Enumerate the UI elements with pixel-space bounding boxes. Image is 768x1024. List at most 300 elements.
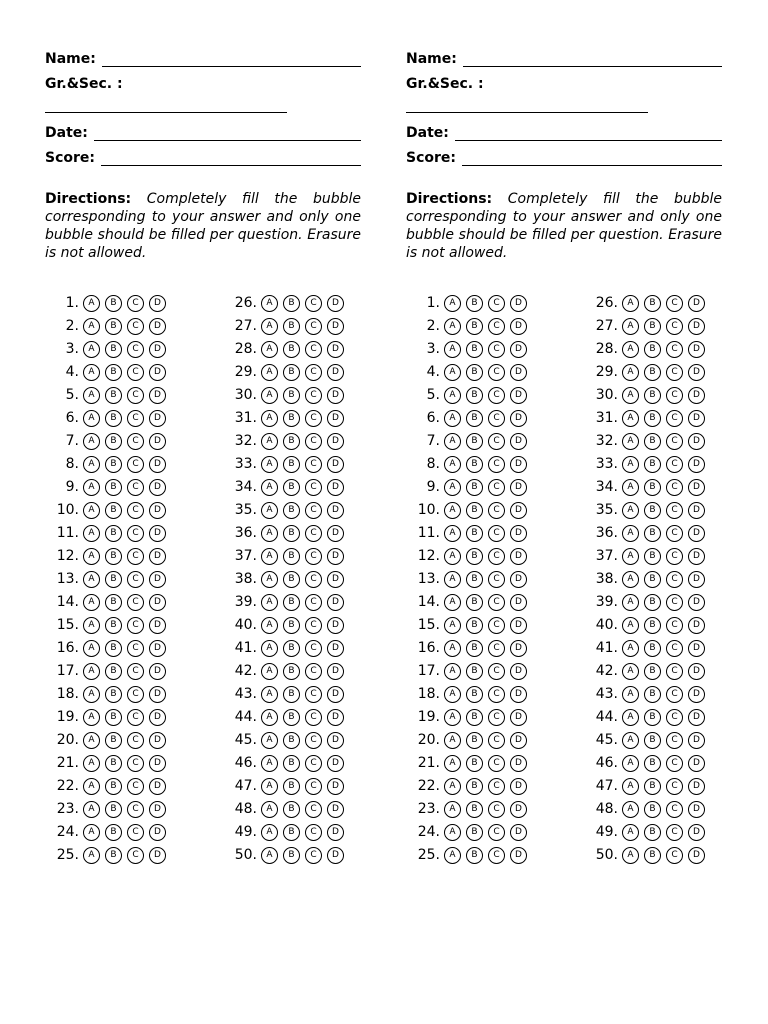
bubble-c[interactable]: C	[666, 410, 683, 427]
bubble-b[interactable]: B	[644, 594, 661, 611]
bubble-b[interactable]: B	[644, 525, 661, 542]
bubble-b[interactable]: B	[283, 686, 300, 703]
bubble-b[interactable]: B	[644, 686, 661, 703]
bubble-a[interactable]: A	[261, 755, 278, 772]
bubble-b[interactable]: B	[466, 341, 483, 358]
bubble-c[interactable]: C	[488, 479, 505, 496]
bubble-a[interactable]: A	[622, 594, 639, 611]
bubble-c[interactable]: C	[305, 801, 322, 818]
bubble-b[interactable]: B	[466, 318, 483, 335]
bubble-b[interactable]: B	[105, 571, 122, 588]
bubble-a[interactable]: A	[622, 617, 639, 634]
bubble-b[interactable]: B	[644, 456, 661, 473]
bubble-a[interactable]: A	[444, 433, 461, 450]
bubble-d[interactable]: D	[510, 709, 527, 726]
bubble-d[interactable]: D	[510, 456, 527, 473]
bubble-a[interactable]: A	[622, 571, 639, 588]
bubble-a[interactable]: A	[622, 433, 639, 450]
bubble-b[interactable]: B	[644, 640, 661, 657]
bubble-c[interactable]: C	[127, 387, 144, 404]
bubble-a[interactable]: A	[444, 640, 461, 657]
bubble-a[interactable]: A	[261, 548, 278, 565]
bubble-b[interactable]: B	[105, 341, 122, 358]
bubble-d[interactable]: D	[149, 824, 166, 841]
bubble-c[interactable]: C	[305, 709, 322, 726]
bubble-a[interactable]: A	[83, 364, 100, 381]
bubble-c[interactable]: C	[488, 847, 505, 864]
bubble-b[interactable]: B	[466, 732, 483, 749]
bubble-b[interactable]: B	[466, 778, 483, 795]
bubble-b[interactable]: B	[466, 686, 483, 703]
bubble-d[interactable]: D	[688, 640, 705, 657]
bubble-d[interactable]: D	[688, 364, 705, 381]
bubble-a[interactable]: A	[83, 456, 100, 473]
bubble-a[interactable]: A	[261, 295, 278, 312]
bubble-b[interactable]: B	[283, 594, 300, 611]
bubble-b[interactable]: B	[466, 387, 483, 404]
bubble-a[interactable]: A	[261, 341, 278, 358]
bubble-b[interactable]: B	[466, 410, 483, 427]
bubble-a[interactable]: A	[444, 617, 461, 634]
bubble-a[interactable]: A	[622, 686, 639, 703]
bubble-b[interactable]: B	[466, 571, 483, 588]
bubble-a[interactable]: A	[444, 801, 461, 818]
bubble-c[interactable]: C	[305, 847, 322, 864]
bubble-a[interactable]: A	[261, 479, 278, 496]
bubble-b[interactable]: B	[105, 548, 122, 565]
bubble-a[interactable]: A	[261, 502, 278, 519]
bubble-a[interactable]: A	[261, 617, 278, 634]
bubble-d[interactable]: D	[149, 502, 166, 519]
bubble-b[interactable]: B	[105, 709, 122, 726]
bubble-c[interactable]: C	[127, 548, 144, 565]
bubble-d[interactable]: D	[327, 617, 344, 634]
bubble-b[interactable]: B	[283, 778, 300, 795]
bubble-d[interactable]: D	[327, 295, 344, 312]
bubble-d[interactable]: D	[510, 663, 527, 680]
bubble-c[interactable]: C	[666, 295, 683, 312]
bubble-b[interactable]: B	[105, 318, 122, 335]
bubble-a[interactable]: A	[444, 295, 461, 312]
bubble-c[interactable]: C	[488, 525, 505, 542]
bubble-d[interactable]: D	[327, 640, 344, 657]
bubble-d[interactable]: D	[327, 341, 344, 358]
bubble-c[interactable]: C	[127, 295, 144, 312]
bubble-d[interactable]: D	[510, 341, 527, 358]
bubble-a[interactable]: A	[261, 732, 278, 749]
bubble-a[interactable]: A	[622, 732, 639, 749]
bubble-c[interactable]: C	[666, 640, 683, 657]
bubble-b[interactable]: B	[105, 801, 122, 818]
bubble-b[interactable]: B	[105, 824, 122, 841]
bubble-c[interactable]: C	[488, 594, 505, 611]
bubble-c[interactable]: C	[488, 801, 505, 818]
bubble-b[interactable]: B	[644, 755, 661, 772]
bubble-c[interactable]: C	[666, 732, 683, 749]
bubble-b[interactable]: B	[283, 709, 300, 726]
bubble-d[interactable]: D	[327, 663, 344, 680]
score-line[interactable]	[462, 151, 722, 166]
bubble-c[interactable]: C	[305, 824, 322, 841]
bubble-d[interactable]: D	[510, 801, 527, 818]
bubble-c[interactable]: C	[488, 824, 505, 841]
bubble-b[interactable]: B	[466, 824, 483, 841]
bubble-c[interactable]: C	[127, 364, 144, 381]
bubble-a[interactable]: A	[83, 824, 100, 841]
bubble-d[interactable]: D	[149, 732, 166, 749]
bubble-a[interactable]: A	[444, 709, 461, 726]
bubble-c[interactable]: C	[127, 341, 144, 358]
bubble-d[interactable]: D	[327, 732, 344, 749]
bubble-d[interactable]: D	[688, 847, 705, 864]
bubble-b[interactable]: B	[283, 502, 300, 519]
bubble-c[interactable]: C	[127, 525, 144, 542]
bubble-d[interactable]: D	[688, 525, 705, 542]
date-line[interactable]	[94, 126, 361, 141]
bubble-b[interactable]: B	[105, 778, 122, 795]
bubble-d[interactable]: D	[510, 755, 527, 772]
bubble-a[interactable]: A	[444, 778, 461, 795]
bubble-d[interactable]: D	[149, 364, 166, 381]
bubble-d[interactable]: D	[149, 755, 166, 772]
bubble-a[interactable]: A	[83, 548, 100, 565]
bubble-d[interactable]: D	[688, 663, 705, 680]
bubble-a[interactable]: A	[622, 341, 639, 358]
bubble-d[interactable]: D	[327, 594, 344, 611]
bubble-b[interactable]: B	[283, 456, 300, 473]
bubble-d[interactable]: D	[149, 318, 166, 335]
bubble-b[interactable]: B	[283, 824, 300, 841]
bubble-a[interactable]: A	[261, 801, 278, 818]
bubble-b[interactable]: B	[105, 410, 122, 427]
bubble-b[interactable]: B	[283, 341, 300, 358]
bubble-c[interactable]: C	[127, 318, 144, 335]
bubble-d[interactable]: D	[149, 571, 166, 588]
bubble-c[interactable]: C	[127, 663, 144, 680]
bubble-c[interactable]: C	[127, 410, 144, 427]
bubble-a[interactable]: A	[261, 318, 278, 335]
bubble-c[interactable]: C	[305, 617, 322, 634]
bubble-b[interactable]: B	[283, 318, 300, 335]
bubble-b[interactable]: B	[283, 640, 300, 657]
bubble-b[interactable]: B	[283, 479, 300, 496]
bubble-c[interactable]: C	[666, 686, 683, 703]
bubble-d[interactable]: D	[510, 548, 527, 565]
bubble-a[interactable]: A	[83, 318, 100, 335]
bubble-c[interactable]: C	[488, 364, 505, 381]
bubble-b[interactable]: B	[105, 295, 122, 312]
bubble-d[interactable]: D	[327, 801, 344, 818]
bubble-b[interactable]: B	[644, 410, 661, 427]
bubble-b[interactable]: B	[283, 617, 300, 634]
bubble-c[interactable]: C	[305, 732, 322, 749]
bubble-a[interactable]: A	[622, 640, 639, 657]
bubble-d[interactable]: D	[688, 617, 705, 634]
bubble-c[interactable]: C	[666, 525, 683, 542]
bubble-a[interactable]: A	[444, 364, 461, 381]
bubble-c[interactable]: C	[305, 755, 322, 772]
bubble-c[interactable]: C	[305, 295, 322, 312]
bubble-d[interactable]: D	[688, 755, 705, 772]
bubble-d[interactable]: D	[688, 686, 705, 703]
bubble-b[interactable]: B	[466, 364, 483, 381]
bubble-b[interactable]: B	[644, 502, 661, 519]
bubble-c[interactable]: C	[305, 318, 322, 335]
bubble-d[interactable]: D	[327, 502, 344, 519]
bubble-b[interactable]: B	[644, 387, 661, 404]
bubble-a[interactable]: A	[622, 410, 639, 427]
bubble-a[interactable]: A	[444, 502, 461, 519]
bubble-c[interactable]: C	[488, 548, 505, 565]
bubble-a[interactable]: A	[622, 778, 639, 795]
bubble-b[interactable]: B	[644, 364, 661, 381]
bubble-d[interactable]: D	[327, 410, 344, 427]
bubble-b[interactable]: B	[283, 525, 300, 542]
bubble-b[interactable]: B	[644, 341, 661, 358]
bubble-d[interactable]: D	[149, 801, 166, 818]
name-line[interactable]	[463, 52, 722, 67]
bubble-b[interactable]: B	[644, 617, 661, 634]
bubble-d[interactable]: D	[149, 456, 166, 473]
bubble-d[interactable]: D	[327, 778, 344, 795]
bubble-a[interactable]: A	[622, 755, 639, 772]
bubble-c[interactable]: C	[127, 732, 144, 749]
bubble-b[interactable]: B	[283, 548, 300, 565]
bubble-b[interactable]: B	[644, 732, 661, 749]
bubble-c[interactable]: C	[127, 617, 144, 634]
bubble-d[interactable]: D	[327, 686, 344, 703]
bubble-b[interactable]: B	[283, 295, 300, 312]
bubble-d[interactable]: D	[688, 502, 705, 519]
bubble-a[interactable]: A	[444, 663, 461, 680]
bubble-b[interactable]: B	[283, 847, 300, 864]
bubble-c[interactable]: C	[305, 456, 322, 473]
bubble-c[interactable]: C	[488, 341, 505, 358]
bubble-c[interactable]: C	[666, 824, 683, 841]
bubble-a[interactable]: A	[622, 709, 639, 726]
bubble-b[interactable]: B	[105, 640, 122, 657]
bubble-d[interactable]: D	[149, 663, 166, 680]
bubble-b[interactable]: B	[644, 548, 661, 565]
bubble-a[interactable]: A	[622, 824, 639, 841]
bubble-d[interactable]: D	[510, 571, 527, 588]
bubble-c[interactable]: C	[127, 709, 144, 726]
bubble-d[interactable]: D	[149, 709, 166, 726]
bubble-a[interactable]: A	[444, 410, 461, 427]
bubble-c[interactable]: C	[666, 778, 683, 795]
bubble-a[interactable]: A	[261, 387, 278, 404]
bubble-c[interactable]: C	[488, 387, 505, 404]
bubble-a[interactable]: A	[261, 686, 278, 703]
bubble-d[interactable]: D	[688, 341, 705, 358]
bubble-d[interactable]: D	[510, 502, 527, 519]
bubble-b[interactable]: B	[105, 364, 122, 381]
bubble-d[interactable]: D	[688, 801, 705, 818]
bubble-d[interactable]: D	[688, 732, 705, 749]
bubble-a[interactable]: A	[622, 364, 639, 381]
bubble-b[interactable]: B	[105, 663, 122, 680]
bubble-a[interactable]: A	[261, 594, 278, 611]
grsec-line[interactable]	[406, 92, 648, 113]
bubble-b[interactable]: B	[466, 663, 483, 680]
bubble-b[interactable]: B	[283, 732, 300, 749]
bubble-a[interactable]: A	[261, 824, 278, 841]
bubble-d[interactable]: D	[688, 824, 705, 841]
bubble-d[interactable]: D	[327, 456, 344, 473]
bubble-a[interactable]: A	[444, 824, 461, 841]
bubble-d[interactable]: D	[688, 318, 705, 335]
bubble-a[interactable]: A	[622, 387, 639, 404]
bubble-d[interactable]: D	[510, 525, 527, 542]
bubble-a[interactable]: A	[83, 594, 100, 611]
bubble-a[interactable]: A	[83, 847, 100, 864]
bubble-a[interactable]: A	[83, 525, 100, 542]
bubble-d[interactable]: D	[327, 387, 344, 404]
bubble-b[interactable]: B	[105, 456, 122, 473]
bubble-c[interactable]: C	[666, 847, 683, 864]
bubble-c[interactable]: C	[666, 571, 683, 588]
bubble-d[interactable]: D	[688, 456, 705, 473]
bubble-d[interactable]: D	[510, 617, 527, 634]
bubble-a[interactable]: A	[261, 709, 278, 726]
bubble-a[interactable]: A	[444, 341, 461, 358]
bubble-b[interactable]: B	[283, 410, 300, 427]
bubble-c[interactable]: C	[127, 502, 144, 519]
bubble-a[interactable]: A	[83, 778, 100, 795]
bubble-b[interactable]: B	[105, 755, 122, 772]
bubble-c[interactable]: C	[305, 341, 322, 358]
bubble-a[interactable]: A	[83, 502, 100, 519]
bubble-a[interactable]: A	[261, 778, 278, 795]
bubble-a[interactable]: A	[444, 525, 461, 542]
bubble-a[interactable]: A	[444, 594, 461, 611]
bubble-d[interactable]: D	[688, 778, 705, 795]
bubble-b[interactable]: B	[466, 617, 483, 634]
bubble-d[interactable]: D	[327, 847, 344, 864]
bubble-c[interactable]: C	[488, 318, 505, 335]
bubble-a[interactable]: A	[444, 686, 461, 703]
bubble-c[interactable]: C	[666, 548, 683, 565]
bubble-c[interactable]: C	[305, 548, 322, 565]
bubble-b[interactable]: B	[644, 571, 661, 588]
bubble-b[interactable]: B	[283, 364, 300, 381]
bubble-b[interactable]: B	[644, 801, 661, 818]
bubble-d[interactable]: D	[327, 571, 344, 588]
bubble-a[interactable]: A	[261, 663, 278, 680]
bubble-a[interactable]: A	[622, 479, 639, 496]
bubble-a[interactable]: A	[261, 640, 278, 657]
bubble-a[interactable]: A	[261, 571, 278, 588]
bubble-b[interactable]: B	[466, 456, 483, 473]
bubble-d[interactable]: D	[149, 525, 166, 542]
bubble-b[interactable]: B	[283, 433, 300, 450]
bubble-d[interactable]: D	[149, 847, 166, 864]
bubble-d[interactable]: D	[510, 847, 527, 864]
bubble-c[interactable]: C	[127, 479, 144, 496]
bubble-b[interactable]: B	[105, 847, 122, 864]
bubble-c[interactable]: C	[666, 433, 683, 450]
bubble-b[interactable]: B	[644, 479, 661, 496]
bubble-d[interactable]: D	[327, 318, 344, 335]
bubble-a[interactable]: A	[622, 318, 639, 335]
bubble-c[interactable]: C	[305, 686, 322, 703]
bubble-d[interactable]: D	[149, 341, 166, 358]
bubble-c[interactable]: C	[305, 433, 322, 450]
bubble-d[interactable]: D	[510, 824, 527, 841]
bubble-d[interactable]: D	[327, 479, 344, 496]
bubble-c[interactable]: C	[305, 502, 322, 519]
bubble-c[interactable]: C	[127, 755, 144, 772]
bubble-d[interactable]: D	[149, 594, 166, 611]
bubble-a[interactable]: A	[83, 801, 100, 818]
bubble-c[interactable]: C	[666, 456, 683, 473]
bubble-d[interactable]: D	[149, 548, 166, 565]
bubble-d[interactable]: D	[688, 548, 705, 565]
bubble-b[interactable]: B	[466, 525, 483, 542]
bubble-c[interactable]: C	[666, 387, 683, 404]
bubble-d[interactable]: D	[327, 364, 344, 381]
bubble-b[interactable]: B	[466, 709, 483, 726]
bubble-c[interactable]: C	[666, 617, 683, 634]
bubble-d[interactable]: D	[510, 295, 527, 312]
bubble-b[interactable]: B	[466, 755, 483, 772]
bubble-b[interactable]: B	[283, 663, 300, 680]
bubble-c[interactable]: C	[305, 594, 322, 611]
bubble-c[interactable]: C	[666, 663, 683, 680]
bubble-c[interactable]: C	[488, 295, 505, 312]
bubble-d[interactable]: D	[510, 364, 527, 381]
bubble-d[interactable]: D	[510, 686, 527, 703]
bubble-d[interactable]: D	[688, 479, 705, 496]
bubble-b[interactable]: B	[644, 847, 661, 864]
bubble-c[interactable]: C	[305, 778, 322, 795]
bubble-b[interactable]: B	[644, 778, 661, 795]
bubble-d[interactable]: D	[688, 387, 705, 404]
bubble-c[interactable]: C	[127, 456, 144, 473]
bubble-c[interactable]: C	[127, 824, 144, 841]
bubble-d[interactable]: D	[510, 479, 527, 496]
bubble-d[interactable]: D	[510, 594, 527, 611]
bubble-d[interactable]: D	[510, 640, 527, 657]
bubble-a[interactable]: A	[83, 479, 100, 496]
bubble-d[interactable]: D	[149, 410, 166, 427]
bubble-a[interactable]: A	[83, 387, 100, 404]
bubble-b[interactable]: B	[466, 479, 483, 496]
date-line[interactable]	[455, 126, 722, 141]
bubble-d[interactable]: D	[510, 410, 527, 427]
bubble-a[interactable]: A	[83, 640, 100, 657]
bubble-a[interactable]: A	[83, 295, 100, 312]
bubble-c[interactable]: C	[666, 755, 683, 772]
bubble-a[interactable]: A	[83, 410, 100, 427]
bubble-b[interactable]: B	[283, 571, 300, 588]
bubble-a[interactable]: A	[261, 525, 278, 542]
bubble-a[interactable]: A	[83, 617, 100, 634]
bubble-a[interactable]: A	[622, 295, 639, 312]
bubble-b[interactable]: B	[466, 548, 483, 565]
bubble-d[interactable]: D	[327, 824, 344, 841]
bubble-a[interactable]: A	[444, 732, 461, 749]
bubble-c[interactable]: C	[127, 433, 144, 450]
bubble-c[interactable]: C	[488, 755, 505, 772]
bubble-d[interactable]: D	[149, 387, 166, 404]
bubble-d[interactable]: D	[688, 594, 705, 611]
bubble-a[interactable]: A	[444, 548, 461, 565]
bubble-c[interactable]: C	[305, 387, 322, 404]
bubble-b[interactable]: B	[466, 502, 483, 519]
bubble-c[interactable]: C	[127, 594, 144, 611]
bubble-c[interactable]: C	[488, 663, 505, 680]
